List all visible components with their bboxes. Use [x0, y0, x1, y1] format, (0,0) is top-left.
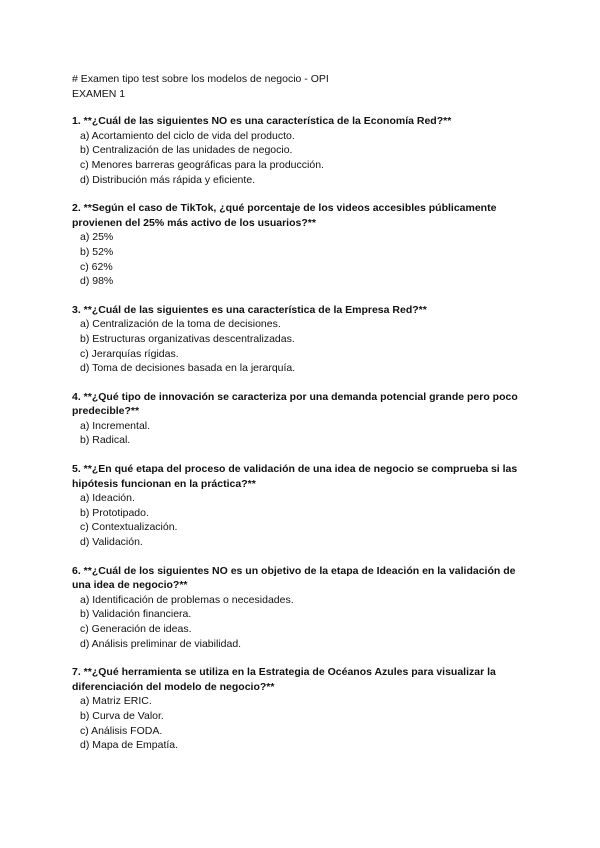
- question-2: [72, 201, 532, 289]
- question-text: 1. **¿Cuál de las siguientes NO es una característica de la Economía Red?**: [72, 115, 452, 128]
- answer-option: a) Ideación.: [80, 492, 135, 505]
- question-7: [72, 665, 532, 753]
- question-1: [72, 114, 532, 187]
- document-page: [72, 72, 532, 753]
- answer-option: c) Contextualización.: [80, 521, 178, 534]
- answer-option: d) Distribución más rápida y eficiente.: [80, 173, 256, 186]
- answer-option: c) Jerarquías rígidas.: [80, 347, 179, 360]
- answer-option: c) Menores barreras geográficas para la producción.: [80, 158, 324, 171]
- question-text: 4. **¿Qué tipo de innovación se caracteriza por una demanda potencial grande pero poco predecible?**: [72, 390, 518, 418]
- answer-option: a) Matriz ERIC.: [80, 695, 152, 708]
- exam-label: EXAMEN 1: [72, 87, 126, 100]
- answer-option: b) Radical.: [80, 434, 131, 447]
- question-text: 7. **¿Qué herramienta se utiliza en la Estrategia de Océanos Azules para visualizar la diferenciación del modelo de negocio?**: [72, 666, 496, 693]
- answer-option: b) 52%: [80, 245, 114, 258]
- answer-option: c) 62%: [80, 260, 113, 273]
- question-text: 2. **Según el caso de TikTok, ¿qué porcentaje de los videos accesibles públicamente provienen del 25% más activo de los usuarios?**: [72, 202, 497, 229]
- answer-option: a) Identificación de problemas o necesidades.: [80, 593, 294, 606]
- answer-option: b) Centralización de las unidades de negocio.: [80, 144, 293, 157]
- question-4: [72, 390, 532, 448]
- question-6: [72, 564, 532, 652]
- document-title: # Examen tipo test sobre los modelos de negocio - OPI: [72, 73, 329, 85]
- answer-option: a) Acortamiento del ciclo de vida del producto.: [80, 129, 295, 142]
- answer-option: a) 25%: [80, 231, 114, 244]
- answer-option: c) Generación de ideas.: [80, 623, 192, 635]
- answer-option: d) Análisis preliminar de viabilidad.: [80, 637, 242, 650]
- answer-option: b) Curva de Valor.: [80, 709, 164, 722]
- question-text: 3. **¿Cuál de las siguientes es una característica de la Empresa Red?**: [72, 303, 427, 316]
- answer-option: d) 98%: [80, 275, 114, 288]
- answer-option: a) Centralización de la toma de decisiones.: [80, 318, 281, 331]
- question-3: [72, 303, 532, 376]
- answer-option: a) Incremental.: [80, 419, 151, 432]
- answer-option: d) Validación.: [80, 536, 143, 549]
- answer-option: d) Toma de decisiones basada en la jerarquía.: [80, 362, 296, 375]
- question-5: [72, 462, 532, 550]
- answer-option: b) Validación financiera.: [80, 608, 192, 621]
- question-text: 5. **¿En qué etapa del proceso de validación de una idea de negocio se comprueba si las hipótesis funcionan en la práctica?**: [72, 463, 518, 490]
- answer-option: d) Mapa de Empatía.: [80, 739, 179, 752]
- question-text: 6. **¿Cuál de los siguientes NO es un objetivo de la etapa de Ideación en la validación de una idea de negocio?**: [72, 564, 516, 592]
- answer-option: c) Análisis FODA.: [80, 724, 163, 737]
- answer-option: b) Estructuras organizativas descentralizadas.: [80, 332, 295, 345]
- answer-option: b) Prototipado.: [80, 506, 149, 519]
